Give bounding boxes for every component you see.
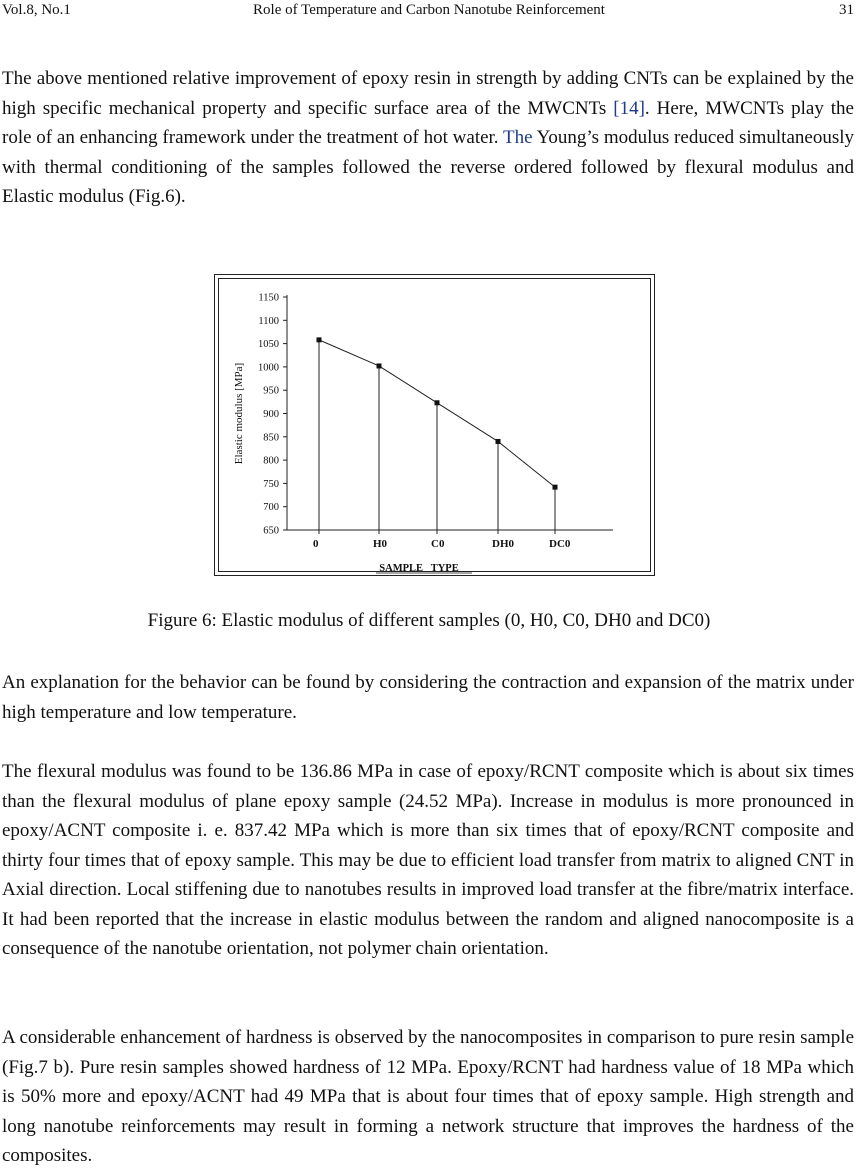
y-tick-label: 1050 <box>258 339 279 351</box>
paragraph-3: The flexural modulus was found to be 136.86 MPa in case of epoxy/RCNT composite which is about six times than the flexural modulus of plane epoxy sample (24.52 MPa). Increase in modulus is more pronounced in epoxy/ACNT composite i. e. 837.42 MPa which is more than six times that of epoxy/RCNT composite and thirty four times that of epoxy sample. This may be due to efficient load transfer from matrix to aligned CNT in Axial direction. Local stiffening due to nanotubes results in improved load transfer at the fibre/matrix interface. It had been reported that the increase in elastic modulus between the random and aligned nanocomposite is a consequence of the nanotube orientation, not polymer chain orientation. <box>2 761 854 959</box>
y-tick-label: 650 <box>263 525 279 537</box>
x-tick-label: DC0 <box>549 538 571 550</box>
page-number: 31 <box>839 2 854 18</box>
paragraph-4: A considerable enhancement of hardness is observed by the nanocomposites in comparison to pure resin sample (Fig.7 b). Pure resin samples showed hardness of 12 MPa. Epoxy/RCNT had hardness value of 18 MPa which is 50% more and epoxy/ACNT had 49 MPa that is about four times that of epoxy sample. High strength and long nanotube reinforcements may result in forming a network structure that improves the hardness of the composites. <box>2 1027 854 1166</box>
x-tick-label: C0 <box>431 538 445 550</box>
paragraph-2: An explanation for the behavior can be found by considering the contraction and expansion of the matrix under high temperature and low temperature. <box>2 672 854 723</box>
y-tick-label: 850 <box>263 432 279 444</box>
data-point <box>377 363 382 368</box>
data-point <box>553 485 558 490</box>
y-tick-label: 950 <box>263 385 279 397</box>
data-point <box>496 439 501 444</box>
elastic-modulus-chart <box>215 275 656 577</box>
x-axis-label: SAMPLE TYPE <box>379 563 459 574</box>
y-tick-label: 800 <box>263 455 279 467</box>
figure-caption: Figure 6: Elastic modulus of different samples (0, H0, C0, DH0 and DC0) <box>147 610 711 631</box>
data-point <box>435 400 440 405</box>
x-tick-label: DH0 <box>492 538 514 550</box>
paragraph-1-highlight: The <box>502 127 533 148</box>
y-axis-label: Elastic modulus [MPa] <box>233 362 245 465</box>
y-tick-label: 1150 <box>258 292 279 304</box>
paragraph-1 <box>2 64 854 212</box>
y-tick-label: 1000 <box>258 362 279 374</box>
paragraph-1-text-c: Young’s modulus reduced simultaneously with thermal conditioning of the samples followed the reverse ordered followed by flexural modulus and Elastic modulus (Fig.6). <box>2 127 854 207</box>
paragraph-1-text-b: . Here, MWCNTs play the role of an enhancing framework under the treatment of hot water. <box>2 97 854 148</box>
volume-label: Vol.8, No.1 <box>2 2 71 18</box>
running-header <box>0 0 858 24</box>
x-tick-label: H0 <box>373 538 388 550</box>
y-tick-label: 900 <box>263 409 279 420</box>
data-point <box>317 337 322 342</box>
running-title: Role of Temperature and Carbon Nanotube Reinforcement <box>253 2 605 18</box>
x-tick-label: 0 <box>313 538 319 550</box>
y-tick-label: 750 <box>263 478 279 490</box>
citation-link[interactable]: [14] <box>613 97 645 119</box>
paragraph-1-text-a: The above mentioned relative improvement of epoxy resin in strength by adding CNTs can be explained by the high specific mechanical property and specific surface area of the MWCNTs <box>2 68 854 119</box>
figure-6 <box>214 274 655 576</box>
y-tick-label: 700 <box>263 502 279 514</box>
y-tick-label: 1100 <box>258 315 279 327</box>
